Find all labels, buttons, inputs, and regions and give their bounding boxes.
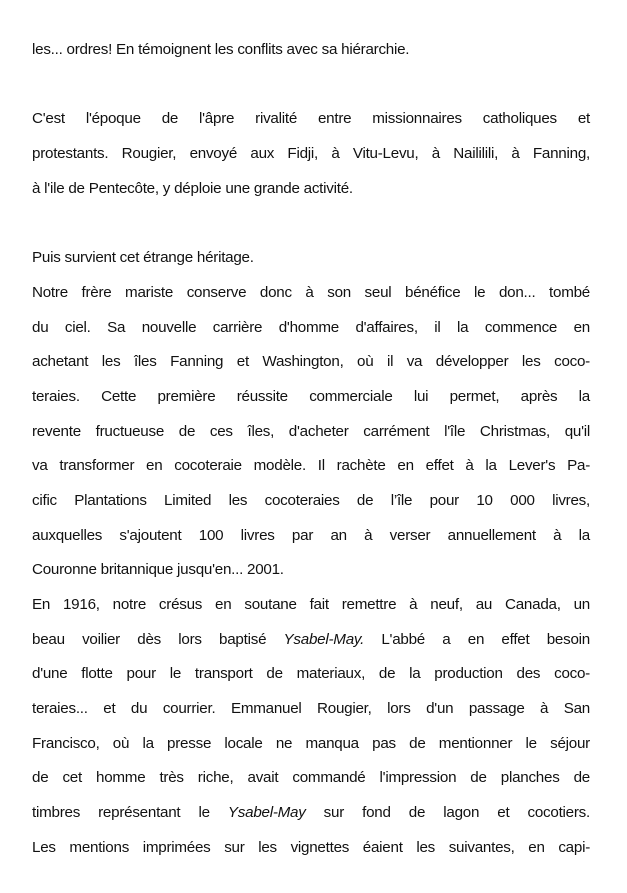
text-line: Francisco, où la presse locale ne manqua pas de mentionner le séjour — [32, 734, 590, 752]
text-line: Les mentions imprimées sur les vignettes éaient les suivantes, en capi- — [32, 838, 590, 856]
text-line: C'est l'époque de l'âpre rivalité entre missionnaires catholiques et — [32, 110, 590, 128]
text-line: Puis survient cet étrange héritage. — [32, 249, 254, 267]
text-line — [32, 623, 590, 658]
text-line: cific Plantations Limited les cocoteraies de l’île pour 10 000 livres, — [32, 491, 590, 509]
text-line: En 1916, notre crésus en soutane fait remettre à neuf, au Canada, un — [32, 596, 590, 613]
text-segment: beau voilier dès lors baptisé — [32, 630, 284, 648]
text-segment: timbres représentant le — [32, 804, 228, 822]
text-line — [32, 796, 590, 831]
text-line: de cet homme très riche, avait commandé l'impression de planches de — [32, 769, 590, 787]
text-segment: L'abbé a en effet besoin — [364, 630, 590, 648]
text-line: Notre frère mariste conserve donc à son seul bénéfice le don... tombé — [32, 283, 590, 301]
text-line: va transformer en cocoteraie modèle. Il rachète en effet à la Lever's Pa- — [32, 457, 590, 475]
text-line: teraies... et du courrier. Emmanuel Rougier, lors d'un passage à San — [32, 700, 590, 718]
paragraph-gap — [32, 206, 590, 241]
text-line: auxquelles s'ajoutent 100 livres par an à verser annuellement à la — [32, 526, 590, 544]
text-line: teraies. Cette première réussite commerciale lui permet, après la — [32, 387, 590, 405]
text-line: Couronne britannique jusqu'en... 2001. — [32, 561, 284, 579]
text-line: protestants. Rougier, envoyé aux Fidji, à Vitu-Levu, à Naililili, à Fanning, — [32, 145, 590, 163]
text-line: du ciel. Sa nouvelle carrière d'homme d'affaires, il la commence en — [32, 318, 590, 336]
text-line: les... ordres! En témoignent les conflits avec sa hiérarchie. — [32, 41, 410, 58]
document-page — [32, 33, 590, 866]
ship-name: Ysabel-May — [227, 804, 306, 822]
text-segment: sur fond de lagon et cocotiers. — [305, 804, 590, 822]
paragraph-gap — [32, 68, 590, 103]
text-line: d'une flotte pour le transport de materiaux, de la production des coco- — [32, 665, 590, 683]
text-line: revente fructueuse de ces îles, d'acheter carrément l'île Christmas, qu'il — [32, 422, 590, 440]
text-line: achetant les îles Fanning et Washington, où il va développer les coco- — [32, 353, 590, 371]
ship-name: Ysabel-May. — [283, 630, 365, 648]
text-line: à l'ile de Pentecôte, y déploie une grande activité. — [32, 179, 353, 197]
